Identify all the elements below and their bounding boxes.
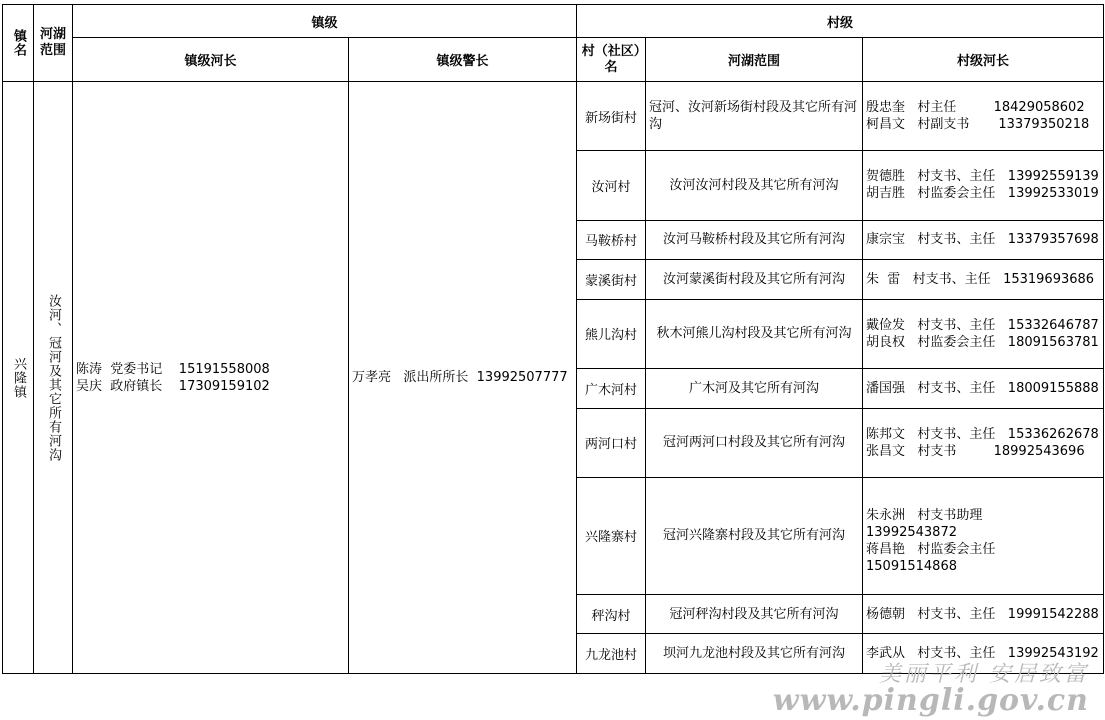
village-name: 广木河村 [577, 369, 646, 409]
town-river-chief-cell [73, 82, 349, 674]
village-name: 九龙池村 [577, 634, 646, 674]
village-river-scope: 汝河汝河村段及其它所有河沟 [646, 151, 863, 220]
village-river-scope: 汝河马鞍桥村段及其它所有河沟 [646, 220, 863, 260]
header-village-river-scope: 河湖范围 [646, 38, 863, 82]
town-police-chief-line: 万孝亮 派出所所长 13992507777 [352, 370, 568, 385]
table-row [3, 82, 1104, 151]
village-river-scope: 冠河两河口村段及其它所有河沟 [646, 408, 863, 477]
village-river-chief: 陈邦文 村支书、主任 15336262678 张昌文 村支书 18992543696 [863, 408, 1104, 477]
village-river-chief: 李武从 村支书、主任 13992543192 [863, 634, 1104, 674]
town-police-chief-cell [349, 82, 577, 674]
town-name-cell: 兴隆镇 [3, 82, 34, 674]
town-river-scope-cell: 汝河、冠河及其它所有河沟 [34, 82, 73, 674]
header-town-police-chief: 镇级警长 [349, 38, 577, 82]
watermark-url: www.pingli.gov.cn [772, 683, 1089, 718]
town-river-chief-line: 吴庆 政府镇长 17309159102 [76, 378, 270, 394]
village-name: 马鞍桥村 [577, 220, 646, 260]
village-name: 两河口村 [577, 408, 646, 477]
village-river-chief: 康宗宝 村支书、主任 13379357698 [863, 220, 1104, 260]
village-river-chief: 杨德朝 村支书、主任 19991542288 [863, 594, 1104, 634]
village-name: 兴隆寨村 [577, 477, 646, 594]
town-river-chief-line: 陈涛 党委书记 15191558008 [76, 361, 270, 377]
village-river-scope: 冠河、汝河新场街村段及其它所有河沟 [646, 82, 863, 151]
header-village-name: 村（社区）名 [577, 38, 646, 82]
village-river-scope: 坝河九龙池村段及其它所有河沟 [646, 634, 863, 674]
header-village-level: 村级 [577, 5, 1104, 38]
village-name: 蒙溪街村 [577, 260, 646, 300]
village-river-chief: 贺德胜 村支书、主任 13992559139 胡吉胜 村监委会主任 13992533019 [863, 151, 1104, 220]
village-river-scope: 冠河秤沟村段及其它所有河沟 [646, 594, 863, 634]
village-name: 熊儿沟村 [577, 299, 646, 368]
header-town-level: 镇级 [73, 5, 577, 38]
village-river-chief: 殷忠奎 村主任 18429058602 柯昌文 村副支书 13379350218 [863, 82, 1104, 151]
header-river-scope: 河湖范围 [34, 5, 73, 82]
village-name: 新场街村 [577, 82, 646, 151]
village-river-scope: 秋木河熊儿沟村段及其它所有河沟 [646, 299, 863, 368]
village-river-chief: 朱 雷 村支书、主任 15319693686 [863, 260, 1104, 300]
village-river-scope: 广木河及其它所有河沟 [646, 369, 863, 409]
river-chief-roster-table [2, 4, 1104, 674]
village-river-chief: 戴俭发 村支书、主任 15332646787 胡良权 村监委会主任 18091563781 [863, 299, 1104, 368]
village-river-scope: 汝河蒙溪街村段及其它所有河沟 [646, 260, 863, 300]
header-town-name: 镇名 [3, 5, 34, 82]
village-river-chief: 朱永洲 村支书助理 13992543872 蒋昌艳 村监委会主任 15091514868 [863, 477, 1104, 594]
village-name: 汝河村 [577, 151, 646, 220]
header-village-river-chief: 村级河长 [863, 38, 1104, 82]
watermark-slogan: 美丽平利 安居致富 [879, 662, 1089, 687]
village-river-chief: 潘国强 村支书、主任 18009155888 [863, 369, 1104, 409]
roster-body [3, 82, 1104, 674]
village-river-scope: 冠河兴隆寨村段及其它所有河沟 [646, 477, 863, 594]
header-town-river-chief: 镇级河长 [73, 38, 349, 82]
village-name: 秤沟村 [577, 594, 646, 634]
